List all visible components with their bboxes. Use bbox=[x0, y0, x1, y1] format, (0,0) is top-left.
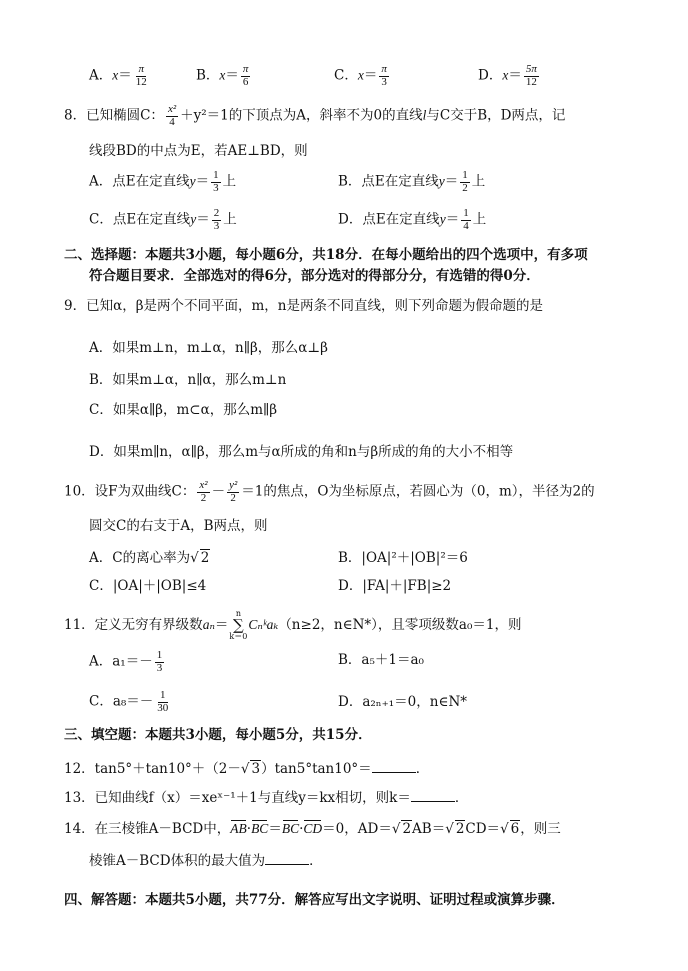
q9-option-d: D．如果m∥n，α∥β，那么m与α所成的角和n与β所成的角的大小不相等 bbox=[89, 444, 514, 460]
q11-option-a: A．a₁＝－ $\frac{1}{3}$ bbox=[89, 649, 163, 674]
q8-option-a: A．点E在定直线y＝ $\frac{1}{3}$ 上 bbox=[89, 169, 237, 194]
q10-option-a: A．C的离心率为√ 2 bbox=[89, 550, 210, 566]
q14-question-line2: 棱锥A－BCD体积的最大值为 ． bbox=[89, 853, 323, 869]
q9-stem: 9．已知α，β是两个不同平面，m，n是两条不同直线，则下列命题为假命题的是 bbox=[64, 298, 544, 314]
section4-heading: 四、解答题：本题共5小题，共77分．解答应写出文字说明、证明过程或演算步骤． bbox=[64, 892, 565, 908]
q11-stem: 11．定义无穷有界级数aₙ＝ n ∑ k＝0 Cₙᵏaₖ（n≥2，n∈N*），且零项级数a₀＝1，则 bbox=[64, 609, 522, 641]
q7-option-a: A．x＝ $\frac{\pi}{12}$ bbox=[89, 63, 147, 88]
q8-option-b: B．点E在定直线y＝ $\frac{1}{2}$ 上 bbox=[338, 169, 486, 194]
q11-option-b: B．a₅＋1＝a₀ bbox=[338, 652, 424, 668]
q10-stem-line2: 圆交C的右支于A，B两点，则 bbox=[89, 518, 268, 534]
section3-heading: 三、填空题：本题共3小题，每小题5分，共15分． bbox=[64, 727, 372, 743]
q7-option-b: B．x＝ $\frac{\pi}{6}$ bbox=[196, 63, 249, 88]
q9-option-b: B．如果m⊥α，n∥α，那么m⊥n bbox=[89, 372, 287, 388]
q12-answer-blank[interactable] bbox=[372, 760, 416, 773]
q13-answer-blank[interactable] bbox=[411, 789, 455, 802]
q12-question: 12．tan5°＋tan10°＋（2－√ 3）tan5°tan10°＝ ． bbox=[64, 761, 430, 777]
q13-question: 13．已知曲线f（x）＝xeˣ⁻¹＋1与直线y＝kx相切，则k＝ ． bbox=[64, 790, 469, 806]
q9-option-a: A．如果m⊥n，m⊥α，n∥β，那么α⊥β bbox=[89, 340, 328, 356]
q10-option-c: C．|OA|＋|OB|≤4 bbox=[89, 578, 207, 594]
q11-option-d: D．a₂ₙ₊₁＝0，n∈N* bbox=[338, 694, 468, 710]
q8-option-d: D．点E在定直线y＝ $\frac{1}{4}$ 上 bbox=[338, 207, 487, 232]
q14-answer-blank[interactable] bbox=[265, 852, 309, 865]
section2-heading: 二、选择题：本题共3小题，每小题6分，共18分．在每小题给出的四个选项中，有多项 bbox=[64, 247, 588, 263]
q8-stem: 8．已知椭圆C： $\frac{\text{x²}}{4}$ ＋y²＝1的下顶点为A，斜率不为0的直线l与C交于B，D两点，记 bbox=[64, 103, 566, 128]
q7-option-c: C．x＝ $\frac{\pi}{3}$ bbox=[334, 63, 387, 88]
q7-option-d: D．x＝ $\frac{5\pi}{12}$ bbox=[478, 63, 537, 88]
q8-stem-line2: 线段BD的中点为E，若AE⊥BD，则 bbox=[89, 143, 308, 159]
q9-option-c: C．如果α∥β，m⊂α，那么m∥β bbox=[89, 402, 278, 418]
q10-option-d: D．|FA|＋|FB|≥2 bbox=[338, 578, 452, 594]
q10-option-b: B．|OA|²＋|OB|²＝6 bbox=[338, 550, 468, 566]
section2-heading-line2: 符合题目要求．全部选对的得6分，部分选对的得部分分，有选错的得0分． bbox=[89, 268, 540, 284]
q8-option-c: C．点E在定直线y＝ $\frac{2}{3}$ 上 bbox=[89, 207, 237, 232]
q11-option-c: C．a₈＝－ $\frac{1}{30}$ bbox=[89, 689, 169, 714]
q10-stem: 10．设F为双曲线C： $\frac{\text{x²}}{2}$ － $\frac{\text{y²}}{2}$ ＝1的焦点，O为坐标原点，若圆心为（0，m），半径为2的 bbox=[64, 479, 595, 504]
q14-question: 14．在三棱锥A－BCD中，AB·BC＝BC·CD＝0，AD＝√ 2AB＝√ 2CD＝√ 6，则三 bbox=[64, 821, 561, 837]
